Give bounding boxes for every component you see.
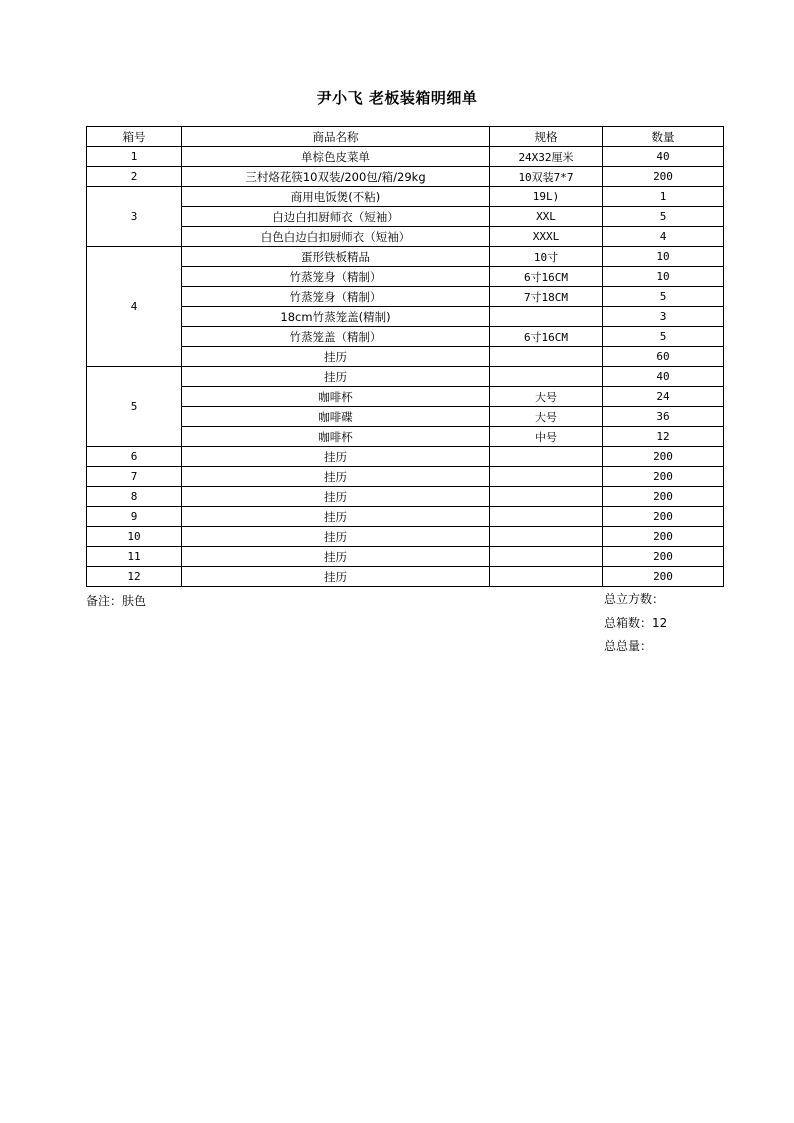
product-name-cell: 商用电饭煲(不粘) (182, 187, 490, 207)
product-name-cell: 咖啡碟 (182, 407, 490, 427)
table-row (87, 467, 724, 487)
table-row (87, 427, 724, 447)
product-name-cell: 三村烙花筷10双装/200包/箱/29kg (182, 167, 490, 187)
total-boxes-label: 总箱数：12 (604, 616, 668, 630)
table-row (87, 207, 724, 227)
specification-cell: 24X32厘米 (490, 147, 603, 167)
table-row (87, 567, 724, 587)
quantity-cell: 5 (603, 207, 724, 227)
specification-cell: 10双装7*7 (490, 167, 603, 187)
specification-cell (490, 307, 603, 327)
quantity-cell: 3 (603, 307, 724, 327)
specification-cell: XXL (490, 207, 603, 227)
specification-cell (490, 367, 603, 387)
product-name-cell: 竹蒸笼盖（精制） (182, 327, 490, 347)
product-name-cell: 竹蒸笼身（精制） (182, 267, 490, 287)
quantity-cell: 200 (603, 487, 724, 507)
box-number-cell: 12 (87, 567, 182, 587)
box-number-cell: 3 (87, 187, 182, 247)
product-name-cell: 挂历 (182, 467, 490, 487)
specification-cell (490, 507, 603, 527)
product-name-cell: 咖啡杯 (182, 427, 490, 447)
product-name-cell: 咖啡杯 (182, 387, 490, 407)
product-name-cell: 18cm竹蒸笼盖(精制) (182, 307, 490, 327)
specification-cell: XXXL (490, 227, 603, 247)
table-row (87, 507, 724, 527)
table-row (87, 267, 724, 287)
product-name-cell: 挂历 (182, 447, 490, 467)
table-header-row (87, 127, 724, 147)
product-name-cell: 挂历 (182, 527, 490, 547)
table-row (87, 407, 724, 427)
quantity-cell: 200 (603, 447, 724, 467)
box-number-cell: 9 (87, 507, 182, 527)
box-number-cell: 5 (87, 367, 182, 447)
table-row (87, 367, 724, 387)
header-product-name: 商品名称 (182, 127, 490, 147)
box-number-cell: 11 (87, 547, 182, 567)
specification-cell (490, 447, 603, 467)
specification-cell: 中号 (490, 427, 603, 447)
product-name-cell: 白色白边白扣厨师衣（短袖） (182, 227, 490, 247)
table-row (87, 487, 724, 507)
table-row (87, 527, 724, 547)
table-row (87, 227, 724, 247)
total-volume-label: 总立方数： (604, 592, 665, 606)
box-number-cell: 8 (87, 487, 182, 507)
specification-cell (490, 547, 603, 567)
product-name-cell: 蛋形铁板精品 (182, 247, 490, 267)
table-row (87, 387, 724, 407)
specification-cell (490, 567, 603, 587)
quantity-cell: 200 (603, 507, 724, 527)
specification-cell (490, 347, 603, 367)
quantity-cell: 4 (603, 227, 724, 247)
specification-cell: 19L) (490, 187, 603, 207)
packing-list-table (86, 126, 724, 587)
specification-cell (490, 527, 603, 547)
quantity-cell: 200 (603, 527, 724, 547)
remark-note: 备注：肤色 (86, 594, 147, 608)
product-name-cell: 竹蒸笼身（精制） (182, 287, 490, 307)
box-number-cell: 2 (87, 167, 182, 187)
quantity-cell: 5 (603, 287, 724, 307)
specification-cell (490, 487, 603, 507)
quantity-cell: 60 (603, 347, 724, 367)
table-row (87, 247, 724, 267)
box-number-cell: 7 (87, 467, 182, 487)
table-row (87, 187, 724, 207)
header-box-number: 箱号 (87, 127, 182, 147)
product-name-cell: 挂历 (182, 487, 490, 507)
table-row (87, 447, 724, 467)
product-name-cell: 单棕色皮菜单 (182, 147, 490, 167)
product-name-cell: 白边白扣厨师衣（短袖） (182, 207, 490, 227)
product-name-cell: 挂历 (182, 507, 490, 527)
quantity-cell: 40 (603, 367, 724, 387)
table-row (87, 147, 724, 167)
specification-cell: 7寸18CM (490, 287, 603, 307)
box-number-cell: 1 (87, 147, 182, 167)
specification-cell: 大号 (490, 387, 603, 407)
specification-cell: 6寸16CM (490, 327, 603, 347)
specification-cell: 大号 (490, 407, 603, 427)
quantity-cell: 200 (603, 567, 724, 587)
table-row (87, 327, 724, 347)
box-number-cell: 4 (87, 247, 182, 367)
box-number-cell: 10 (87, 527, 182, 547)
quantity-cell: 200 (603, 467, 724, 487)
quantity-cell: 1 (603, 187, 724, 207)
table-body (87, 147, 724, 587)
quantity-cell: 24 (603, 387, 724, 407)
total-weight-label: 总总量： (604, 639, 653, 653)
quantity-cell: 10 (603, 247, 724, 267)
table-row (87, 287, 724, 307)
product-name-cell: 挂历 (182, 367, 490, 387)
product-name-cell: 挂历 (182, 347, 490, 367)
page-title: 尹小飞 老板装箱明细单 (316, 89, 478, 107)
quantity-cell: 5 (603, 327, 724, 347)
box-number-cell: 6 (87, 447, 182, 467)
table-row (87, 307, 724, 327)
quantity-cell: 12 (603, 427, 724, 447)
quantity-cell: 40 (603, 147, 724, 167)
quantity-cell: 36 (603, 407, 724, 427)
header-specification: 规格 (490, 127, 603, 147)
specification-cell: 6寸16CM (490, 267, 603, 287)
table-row (87, 347, 724, 367)
specification-cell: 10寸 (490, 247, 603, 267)
table-row (87, 547, 724, 567)
specification-cell (490, 467, 603, 487)
product-name-cell: 挂历 (182, 567, 490, 587)
quantity-cell: 10 (603, 267, 724, 287)
quantity-cell: 200 (603, 547, 724, 567)
table-row (87, 167, 724, 187)
product-name-cell: 挂历 (182, 547, 490, 567)
header-quantity: 数量 (603, 127, 724, 147)
quantity-cell: 200 (603, 167, 724, 187)
